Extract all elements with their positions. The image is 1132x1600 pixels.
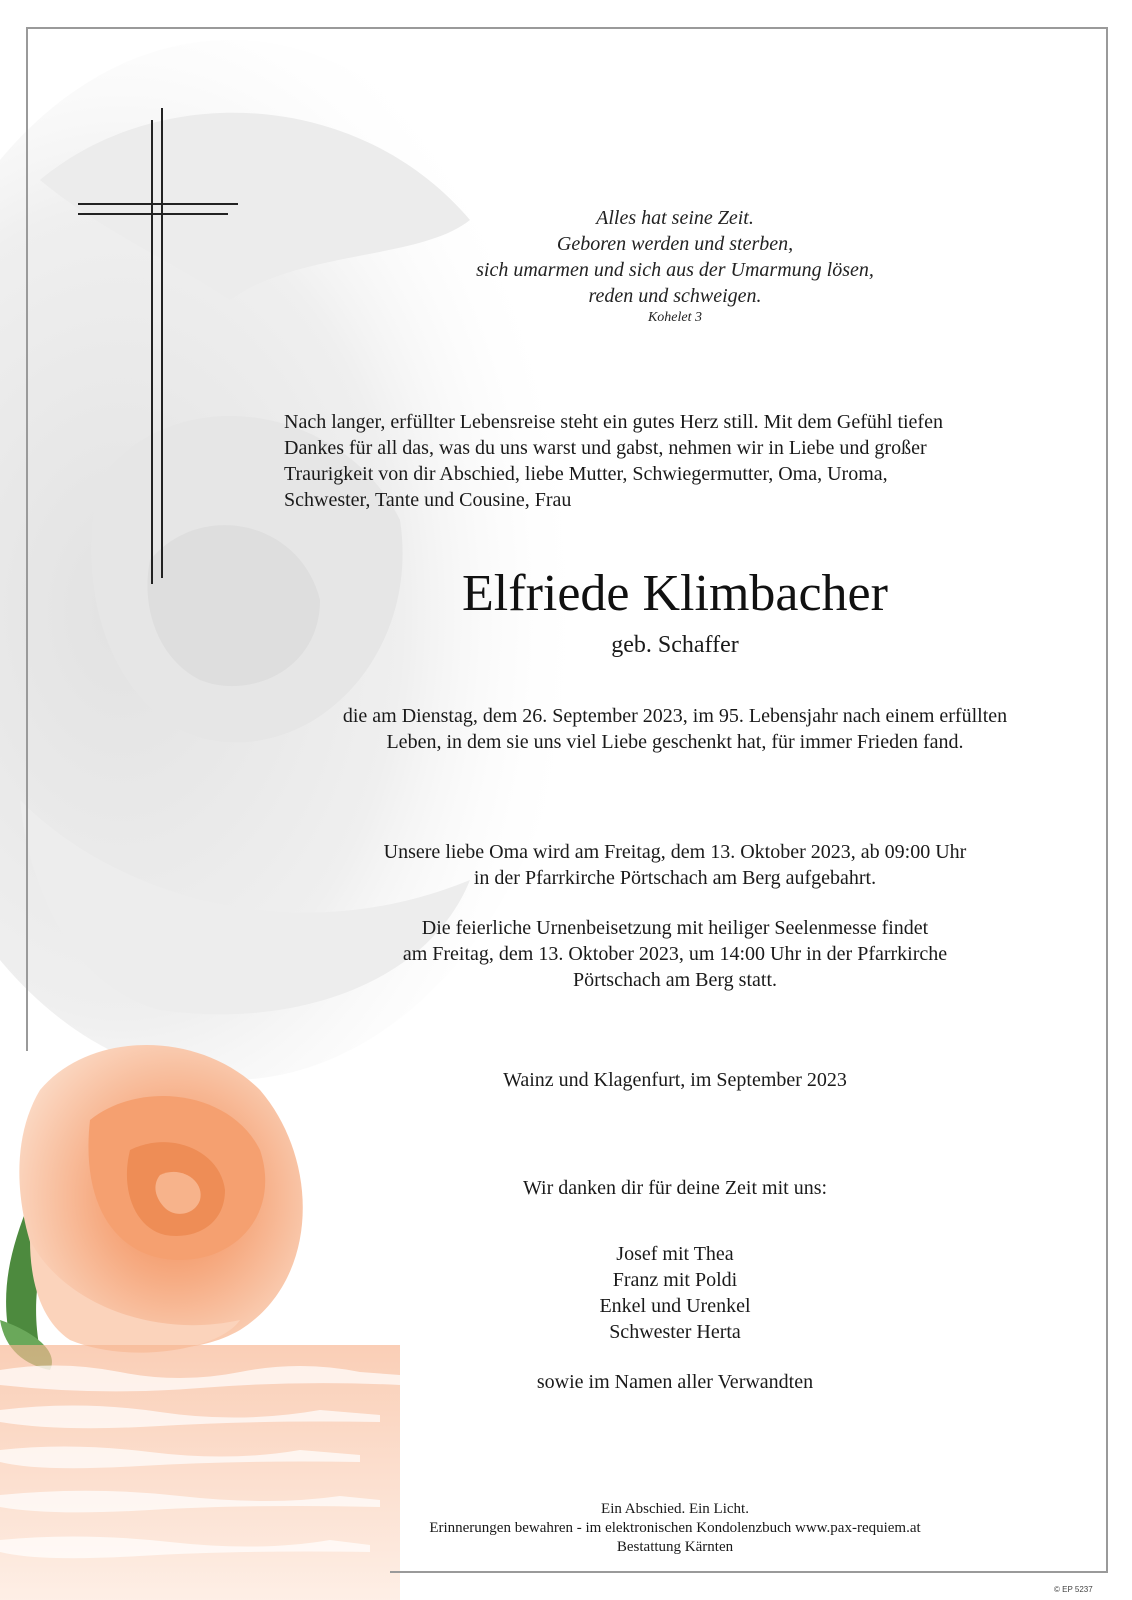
motto-line: Alles hat seine Zeit. [596, 207, 754, 229]
motto-line: sich umarmen und sich aus der Umarmung lösen, [476, 259, 874, 281]
intro-line: Traurigkeit von dir Abschied, liebe Mutter, Schwiegermutter, Oma, Uroma, [284, 463, 888, 485]
burial-line: Die feierliche Urnenbeisetzung mit heiliger Seelenmesse findet [421, 917, 929, 939]
death-notice-paragraph [280, 703, 1070, 755]
footer-condolence-link-text: Erinnerungen bewahren - im elektronischen Kondolenzbuch www.pax-requiem.at [429, 1520, 921, 1536]
family-member: Enkel und Urenkel [599, 1295, 751, 1317]
place-date: Wainz und Klagenfurt, im September 2023 [503, 1069, 847, 1091]
footer-slogan: Ein Abschied. Ein Licht. [601, 1501, 749, 1517]
burial-paragraph [280, 915, 1070, 993]
family-member: Josef mit Thea [616, 1243, 734, 1265]
cross-icon [0, 0, 260, 600]
footer-block [280, 1500, 1070, 1557]
motto-block [280, 205, 1070, 327]
burial-line: Pörtschach am Berg statt. [572, 969, 778, 991]
viewing-line: Unsere liebe Oma wird am Freitag, dem 13. Oktober 2023, ab 09:00 Uhr [383, 841, 967, 863]
family-list [280, 1241, 1070, 1345]
relatives-line: sowie im Namen aller Verwandten [536, 1371, 814, 1393]
intro-line: Nach langer, erfüllter Lebensreise steht ein gutes Herz still. Mit dem Gefühl tiefen [284, 411, 943, 433]
maiden-name: geb. Schaffer [611, 632, 739, 658]
thanks-line: Wir danken dir für deine Zeit mit uns: [522, 1177, 828, 1199]
motto-source: Kohelet 3 [647, 310, 703, 325]
family-member: Schwester Herta [609, 1321, 741, 1343]
death-notice-line: die am Dienstag, dem 26. September 2023, im 95. Lebensjahr nach einem erfüllten [342, 705, 1008, 727]
intro-line: Schwester, Tante und Cousine, Frau [284, 489, 572, 511]
burial-line: am Freitag, dem 13. Oktober 2023, um 14:00 Uhr in der Pfarrkirche [402, 943, 948, 965]
intro-line: Dankes für all das, was du uns warst und gabst, nehmen wir in Liebe und großer [284, 437, 927, 459]
intro-paragraph [284, 409, 1064, 513]
family-member: Franz mit Poldi [612, 1269, 738, 1291]
motto-line: reden und schweigen. [588, 285, 762, 307]
deceased-name: Elfriede Klimbacher [462, 565, 888, 622]
motto-line: Geboren werden und sterben, [556, 233, 794, 255]
template-stamp: © EP 5237 [1054, 1585, 1093, 1594]
viewing-line: in der Pfarrkirche Pörtschach am Berg aufgebahrt. [473, 867, 877, 889]
frame-bottom-line [390, 1571, 1108, 1573]
viewing-paragraph [280, 839, 1070, 891]
death-notice-line: Leben, in dem sie uns viel Liebe geschenkt hat, für immer Frieden fand. [386, 731, 964, 753]
frame-right-line [1106, 27, 1108, 1573]
footer-company: Bestattung Kärnten [616, 1539, 734, 1555]
